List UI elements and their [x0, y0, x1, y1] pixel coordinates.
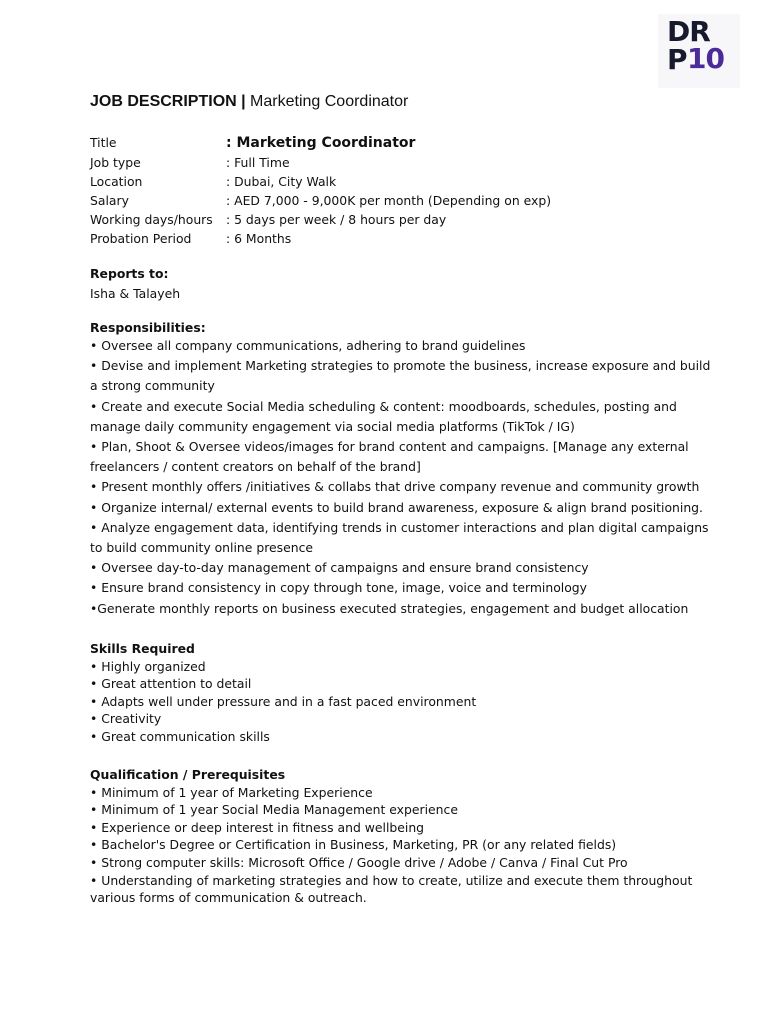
section-heading: Qualification / Prerequisites: [90, 767, 286, 782]
responsibility-line: • Ensure brand consistency in copy through tone, image, voice and terminology: [90, 580, 588, 596]
responsibility-line: •Generate monthly reports on business executed strategies, engagement and budget allocation: [90, 600, 689, 616]
detail-label: Location: [90, 174, 143, 189]
detail-value: : 6 Months: [226, 231, 292, 246]
detail-label: Title: [90, 135, 117, 150]
skill-item: • Great communication skills: [90, 728, 270, 744]
qualification-line: • Minimum of 1 year Social Media Management experience: [90, 802, 458, 818]
responsibility-line: • Oversee day-to-day management of campaigns and ensure brand consistency: [90, 560, 589, 576]
skills-section: [90, 640, 690, 746]
responsibility-line: manage daily community engagement via social media platforms (TikTok / IG): [90, 418, 575, 434]
qualification-line: • Understanding of marketing strategies and how to create, utilize and execute them throughout: [90, 872, 693, 888]
detail-value: : 5 days per week / 8 hours per day: [226, 212, 447, 227]
reports-to-value: Isha & Talayeh: [90, 286, 181, 302]
section-heading: Skills Required: [90, 641, 195, 656]
logo-number: 10: [687, 42, 724, 75]
detail-label: Probation Period: [90, 231, 192, 246]
qualification-line: • Experience or deep interest in fitness and wellbeing: [90, 819, 425, 835]
company-logo: [658, 14, 740, 88]
responsibility-line: • Devise and implement Marketing strategies to promote the business, increase exposure and build: [90, 358, 711, 374]
responsibility-line: to build community online presence: [90, 540, 314, 556]
document-title: [90, 92, 408, 112]
responsibility-line: freelancers / content creators on behalf of the brand]: [90, 459, 421, 475]
detail-value: : Marketing Coordinator: [226, 135, 416, 151]
qualification-line: various forms of communication & outreach.: [90, 890, 367, 906]
qualification-line: • Strong computer skills: Microsoft Office / Google drive / Adobe / Canva / Final Cut Pro: [90, 854, 628, 870]
responsibility-line: • Organize internal/ external events to build brand awareness, exposure & align brand positioning.: [90, 499, 703, 515]
document-title-label: JOB DESCRIPTION |: [90, 93, 246, 110]
responsibilities-section: [90, 318, 711, 619]
responsibility-line: • Oversee all company communications, adhering to brand guidelines: [90, 338, 526, 353]
responsibility-line: • Plan, Shoot & Oversee videos/images for brand content and campaigns. [Manage any external: [90, 439, 689, 455]
reports-to-section: [90, 264, 690, 304]
responsibility-line: • Present monthly offers /initiatives & collabs that drive company revenue and community growth: [90, 479, 700, 495]
skill-item: • Creativity: [90, 711, 162, 727]
detail-value: : Full Time: [226, 155, 290, 170]
logo-wordmark: DRP: [667, 15, 710, 76]
detail-label: Job type: [90, 155, 141, 170]
skill-item: • Adapts well under pressure and in a fast paced environment: [90, 693, 477, 709]
section-heading: Responsibilities:: [90, 320, 206, 335]
detail-label: Working days/hours: [90, 212, 213, 227]
skill-item: • Highly organized: [90, 658, 206, 674]
detail-value: : AED 7,000 - 9,000K per month (Depending on exp): [226, 193, 552, 208]
section-heading: Reports to:: [90, 266, 169, 281]
qualification-line: • Bachelor's Degree or Certification in Business, Marketing, PR (or any related fields): [90, 837, 617, 853]
qualifications-section: [90, 766, 693, 907]
qualification-line: • Minimum of 1 year of Marketing Experience: [90, 784, 373, 800]
detail-label: Salary: [90, 193, 129, 208]
detail-value: : Dubai, City Walk: [226, 174, 337, 189]
document-title-role: Marketing Coordinator: [245, 93, 409, 110]
responsibility-line: • Analyze engagement data, identifying trends in customer interactions and plan digital campaigns: [90, 519, 709, 535]
skill-item: • Great attention to detail: [90, 676, 252, 692]
responsibility-line: a strong community: [90, 378, 215, 394]
responsibility-line: • Create and execute Social Media scheduling & content: moodboards, schedules, posting and: [90, 398, 677, 414]
